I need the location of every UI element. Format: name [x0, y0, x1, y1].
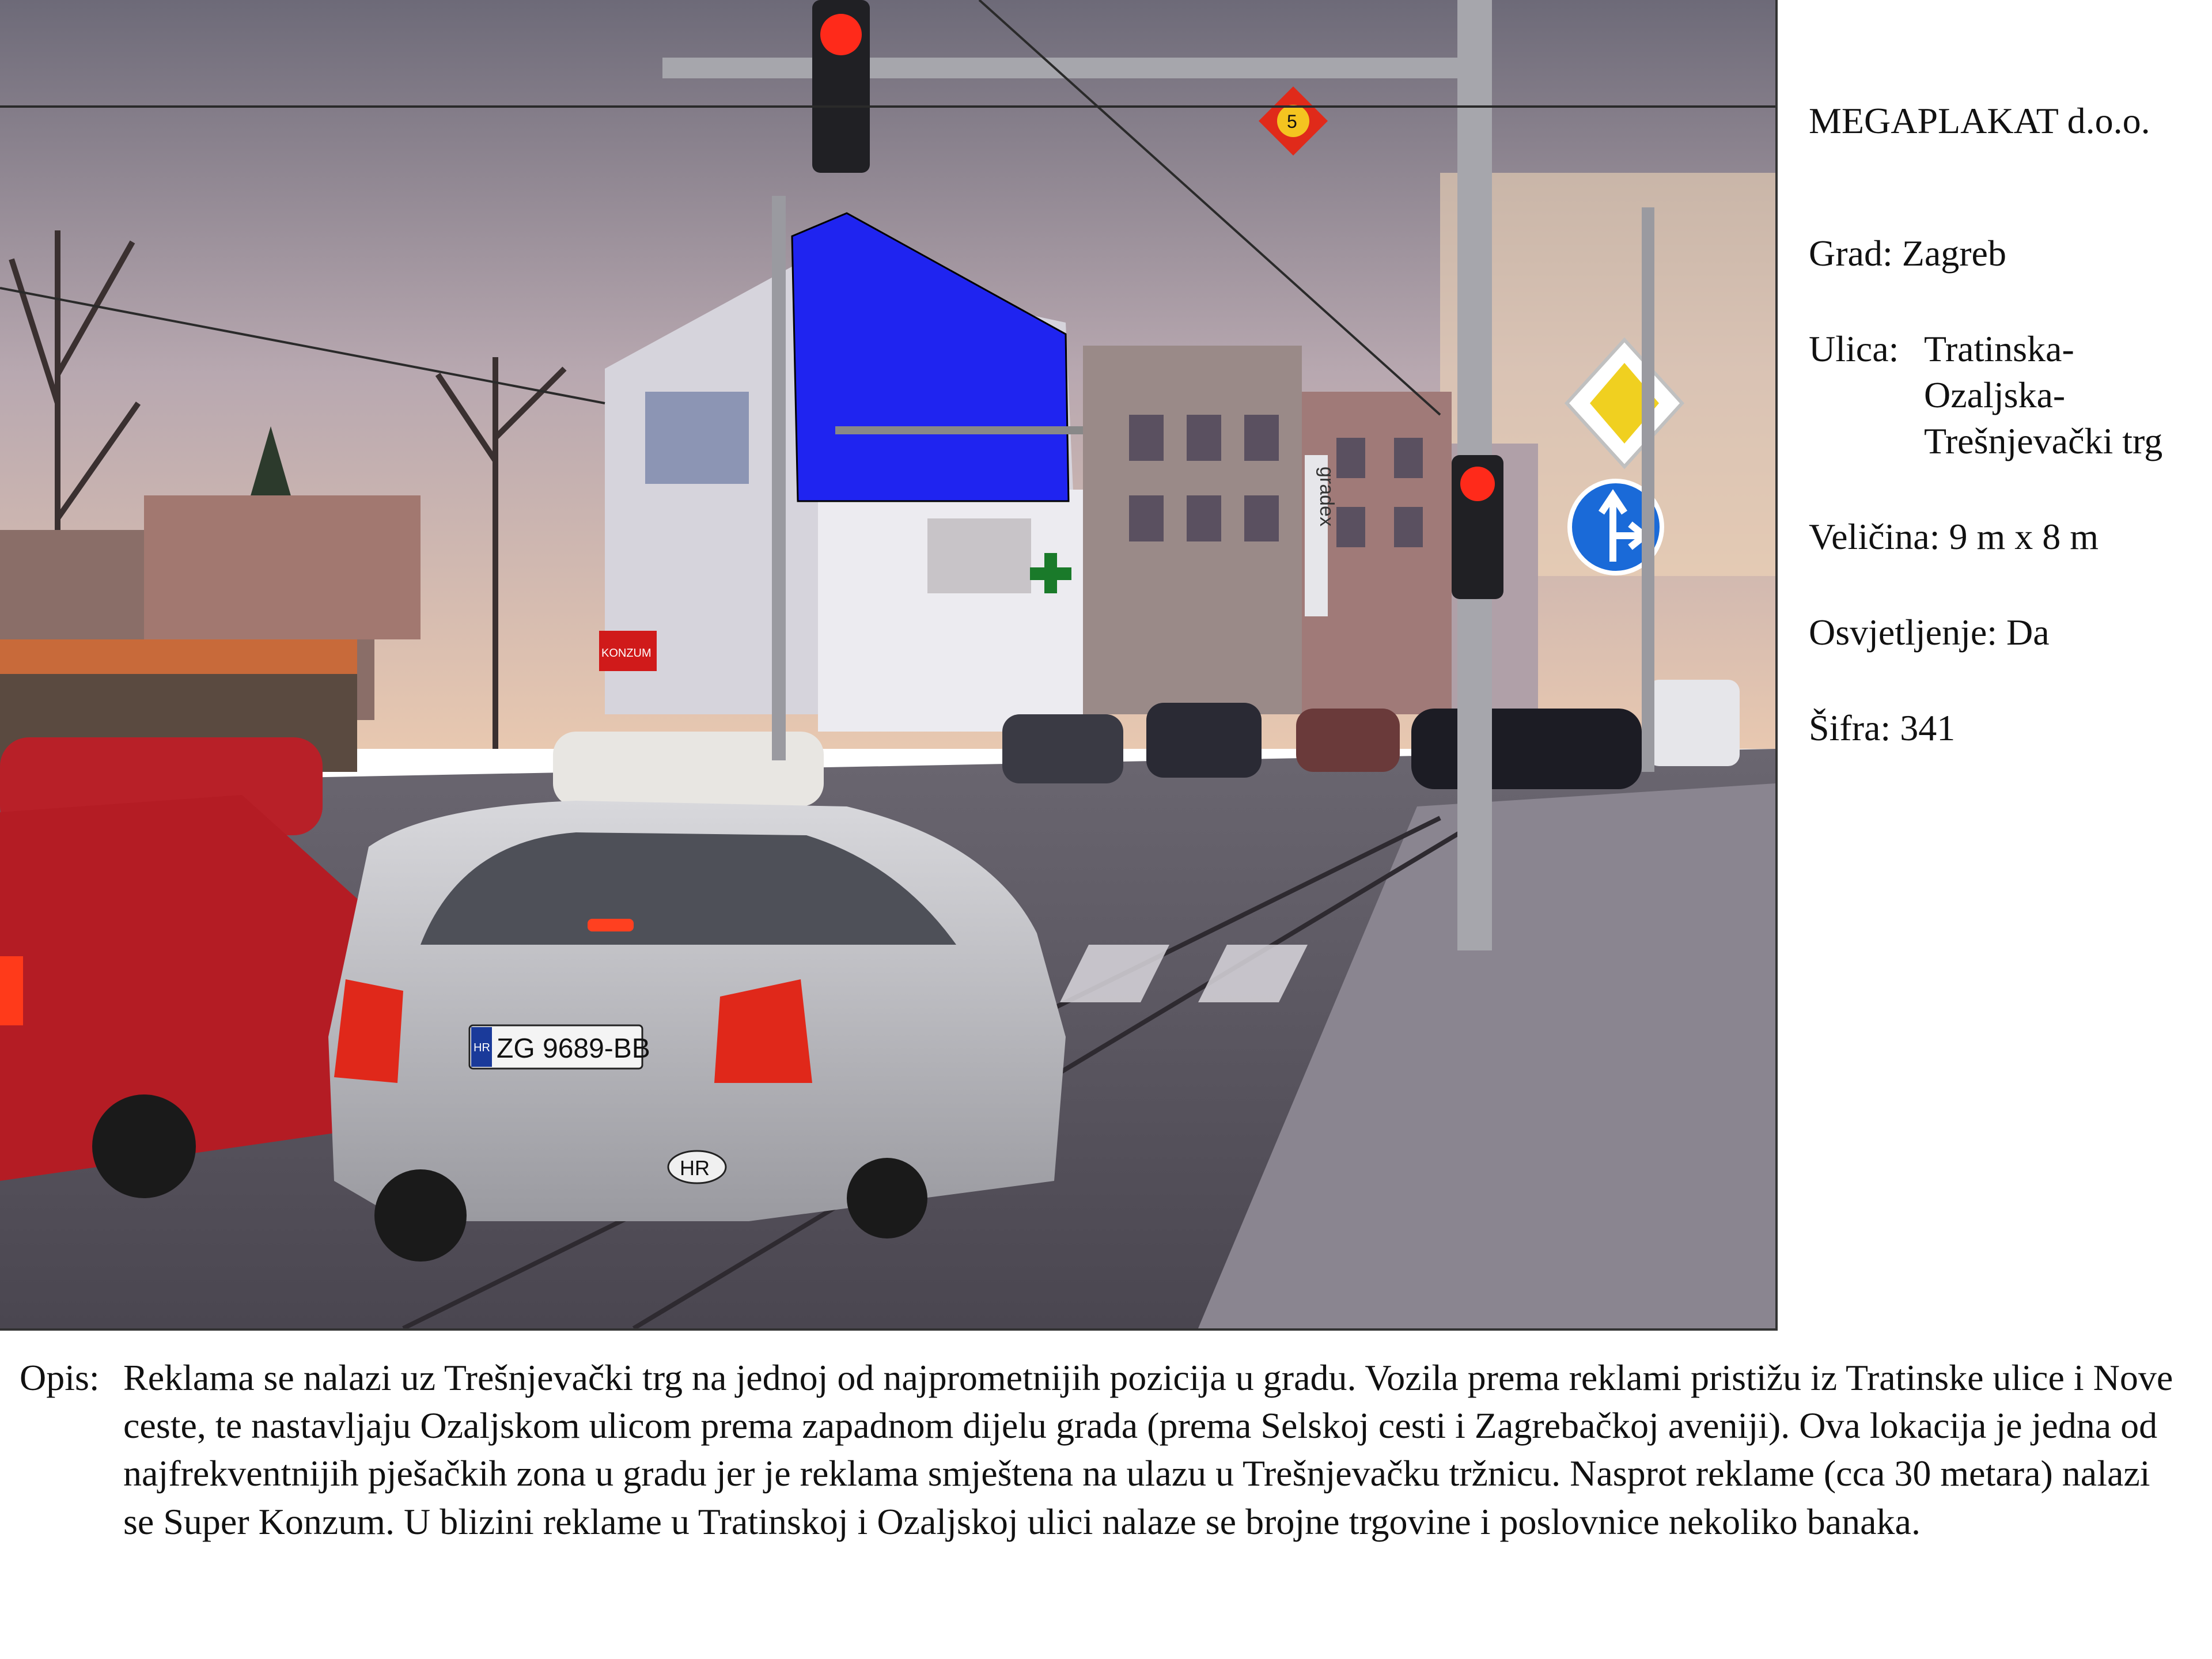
size-row [1809, 514, 2206, 560]
plate-country: HR [474, 1041, 490, 1054]
traffic-arm [662, 58, 1469, 78]
red-car-wheel [92, 1094, 196, 1198]
building-mural [645, 392, 749, 484]
lighting-label: Osvjetljenje: [1809, 612, 1998, 653]
billboard-info-panel [1809, 98, 2206, 801]
company-name: MEGAPLAKAT d.o.o. [1809, 100, 2150, 141]
street-row [1809, 326, 2206, 464]
gradex-sign: gradex [1316, 467, 1338, 527]
city-value: Zagreb [1902, 233, 2006, 274]
tail-light-left [334, 979, 403, 1083]
description-label: Opis: [20, 1357, 100, 1398]
red-car-light [0, 956, 23, 1025]
street-line: Trešnjevački trg [1924, 421, 2163, 461]
street-lamp-right [1642, 207, 1654, 772]
billboard-bracket [835, 426, 1106, 434]
red-signal-side [1460, 467, 1495, 501]
silver-car-wheel-left [374, 1169, 467, 1262]
silver-car-wheel-right [847, 1158, 927, 1238]
country-badge: HR [680, 1156, 710, 1180]
pharmacy-cross-h [1030, 567, 1071, 580]
tail-light-right [714, 979, 812, 1083]
license-plate: ZG 9689-BB [497, 1033, 650, 1064]
konzum-sign: KONZUM [601, 647, 652, 660]
dark-car-1 [1002, 714, 1123, 783]
street-lines [1924, 326, 2162, 464]
brake-light-center [588, 919, 634, 931]
street-label: Ulica: [1809, 328, 1899, 369]
market-awning [0, 639, 357, 674]
city-label: Grad: [1809, 233, 1893, 274]
building-ad-panel [927, 518, 1031, 593]
red-signal-top [820, 14, 862, 55]
lighting-row [1809, 609, 2206, 656]
dark-car-2 [1146, 703, 1262, 778]
description-block [20, 1354, 2174, 1546]
street-line: Tratinska- [1924, 328, 2074, 369]
city-row [1809, 230, 2206, 276]
speed-sign: 5 [1287, 111, 1297, 132]
code-label: Šifra: [1809, 707, 1891, 748]
left-house [144, 495, 421, 639]
white-van [1647, 680, 1740, 766]
dark-car-3 [1296, 709, 1400, 772]
description-text: Reklama se nalazi uz Trešnjevački trg na jednoj od najprometnijih pozicija u gradu. Vozila prema reklami pristižu iz Tratinske ulice i Nove ceste, te nastavljaju Ozaljskom ulicom prema zapadnom dijelu grada (prema Selskoj cesti i Zagrebačkoj aveniji). Ova lokacija je jedna od najfrekventnijih pješačkih zona u gradu jer je reklama smještena na ulazu u Trešnjevačku tržnicu. Nasprot reklame (cca 30 metara) nalazi se Super Konzum. U blizini reklame u Tratinskoj i Ozaljskoj ulici nalaze se brojne trgovine i poslovnice nekoliko banaka. [123, 1357, 2173, 1542]
street-line: Ozaljska- [1924, 374, 2066, 415]
size-value: 9 m x 8 m [1949, 516, 2099, 557]
code-row [1809, 705, 2206, 751]
dark-car-4 [1411, 709, 1642, 789]
code-value: 341 [1900, 707, 1956, 748]
lighting-value: Da [2006, 612, 2050, 653]
size-label: Veličina: [1809, 516, 1940, 557]
street-lamp-pole [772, 196, 786, 760]
